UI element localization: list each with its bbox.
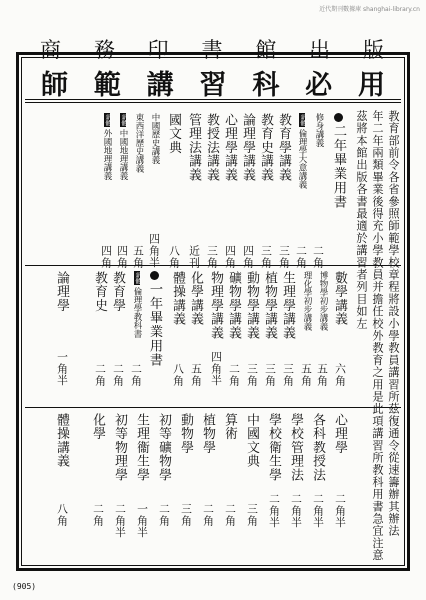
book-price: 四角 — [100, 245, 113, 269]
book-price: 八角 — [168, 245, 181, 269]
book-price: 五角 — [316, 363, 329, 387]
book-price: 八角 — [56, 503, 69, 527]
new-edition-tag: 新體 — [104, 114, 111, 126]
book-price: 二角 — [112, 363, 125, 387]
book-price: 四角 — [224, 245, 237, 269]
book-title: 初等物理學 — [112, 413, 127, 482]
book-title: 論理學講義 — [240, 113, 255, 182]
book-price: 六角 — [334, 363, 347, 387]
book-price: 近刊 — [188, 245, 201, 269]
book-title: 化學 — [90, 413, 105, 441]
book-price: 二角半 — [114, 503, 127, 539]
band-rule — [25, 407, 401, 408]
intro-line: 年二年兩類畢業後得充小學教員并擔任校外教育之用是此項講習所教科用書急宜注意 — [371, 110, 384, 562]
book-price: 三角 — [206, 245, 219, 269]
book-price: 二角 — [202, 503, 215, 527]
publisher-char: 書 — [201, 38, 225, 62]
book-price: 二角半 — [290, 493, 303, 529]
section-header-one-year: 一年畢業用書 — [148, 271, 161, 367]
book-price: 二角 — [92, 503, 105, 527]
book-price: 二角半 — [312, 493, 325, 529]
title-char: 科 — [252, 70, 280, 101]
watermark: 近代期刊數據庫 shanghai-library.cn — [319, 6, 420, 13]
title-rule — [25, 102, 401, 103]
book-title: 理化學初步講義 — [302, 271, 312, 331]
book-title: 各科教授法 — [310, 413, 325, 482]
new-edition-tag: 新體 — [299, 114, 306, 126]
title-char: 必 — [305, 70, 333, 101]
book-title: 心理學講義 — [222, 113, 237, 182]
book-title: 數學講義 — [332, 271, 347, 327]
book-price: 三角 — [282, 363, 295, 387]
book-title: 東西洋歷史講義 — [134, 113, 144, 173]
book-title: 初等礦物學 — [156, 413, 171, 482]
book-title: 國文典 — [166, 113, 181, 155]
title-char: 習 — [199, 70, 227, 101]
book-title: 教育史 — [92, 271, 107, 313]
book-title: 修身講義 — [314, 113, 324, 147]
book-price: 四角半 — [210, 351, 223, 387]
book-price: 二角半 — [334, 493, 347, 529]
book-title: 教育學講義 — [276, 113, 291, 182]
title-rule — [25, 99, 401, 100]
book-title: 新體倫理學大意講義 — [297, 114, 307, 189]
publisher-char: 出 — [309, 38, 333, 62]
intro-line: 教育部前令各省參照師範學校章程將設小學教員講習所茲復通令從速籌辦其辦法 — [387, 110, 400, 537]
book-title: 論理學 — [54, 271, 69, 313]
book-price: 八角 — [172, 363, 185, 387]
section-header-two-year: 二年畢業用書 — [332, 113, 345, 209]
book-price: 二角半 — [268, 493, 281, 529]
book-price: 三角 — [260, 245, 273, 269]
book-price: 三角 — [264, 363, 277, 387]
book-price: 五角 — [300, 363, 313, 387]
page-number: (905) — [12, 582, 37, 591]
book-title: 體操講義 — [54, 413, 69, 469]
book-price: 五角 — [132, 245, 145, 269]
title-char: 師 — [41, 70, 68, 101]
book-title: 學校管理法 — [288, 413, 303, 482]
book-title: 動物學 — [178, 413, 193, 455]
book-title: 植物學講義 — [262, 271, 277, 340]
book-price: 三角 — [246, 363, 259, 387]
book-price: 三角 — [180, 503, 193, 527]
book-price: 二角 — [228, 363, 241, 387]
book-title: 物理學講義 — [208, 271, 223, 340]
book-price: 四角 — [116, 245, 129, 269]
book-price: 四角 — [242, 245, 255, 269]
publisher-char: 務 — [93, 38, 117, 62]
book-title: 新體外國地理講義 — [102, 114, 112, 180]
bullet-icon — [334, 113, 343, 122]
book-title: 礦物學講義 — [226, 271, 241, 340]
title-char: 範 — [93, 70, 121, 101]
book-price: 四角半 — [148, 233, 161, 269]
book-title: 化學講義 — [188, 271, 203, 327]
book-title: 動物學講義 — [244, 271, 259, 340]
book-price: 一角半 — [136, 503, 149, 539]
book-title: 中國歷史講義 — [150, 113, 160, 164]
new-edition-tag: 新體 — [120, 114, 127, 126]
book-price: 三角 — [278, 245, 291, 269]
book-title: 生理衞生學 — [134, 413, 149, 482]
book-title: 算術 — [222, 413, 237, 441]
band-rule — [25, 265, 401, 266]
book-title: 新體中國地理講義 — [118, 114, 128, 180]
book-price: 二角 — [312, 245, 325, 269]
title-char: 用 — [357, 70, 385, 101]
book-price: 二角 — [295, 245, 308, 269]
book-title: 管理法講義 — [186, 113, 201, 182]
page-title — [41, 63, 385, 102]
title-char: 講 — [146, 70, 174, 101]
book-price: 五角 — [190, 363, 203, 387]
book-price: 三角 — [246, 503, 259, 527]
book-title: 中國文典 — [244, 413, 259, 469]
book-title: 新體倫理學教科書 — [132, 272, 142, 338]
book-price: 二角 — [158, 503, 171, 527]
book-title: 植物學 — [200, 413, 215, 455]
book-title: 生理學講義 — [280, 271, 295, 340]
book-price: 二角 — [94, 363, 107, 387]
bullet-icon — [150, 271, 159, 280]
book-title: 學校衛生學 — [266, 413, 281, 482]
book-price: 二角 — [130, 363, 143, 387]
publisher-char: 館 — [255, 38, 279, 62]
intro-line: 茲將本館出版各書最適於講習者列目如左 — [355, 110, 368, 330]
book-price: 二角 — [224, 503, 237, 527]
book-title: 體操講義 — [170, 271, 185, 327]
book-title: 教育史講義 — [258, 113, 273, 182]
publisher-char: 版 — [362, 38, 386, 62]
publisher-char: 印 — [147, 38, 171, 62]
book-title: 教授法講義 — [204, 113, 219, 182]
book-price: 一角半 — [56, 351, 69, 387]
book-title: 博物學初步講義 — [318, 271, 328, 331]
book-title: 教育學 — [110, 271, 125, 313]
publisher-char: 商 — [40, 38, 63, 62]
advert-frame — [16, 52, 410, 571]
book-title: 心理學 — [332, 413, 347, 455]
new-edition-tag: 新體 — [134, 272, 141, 284]
